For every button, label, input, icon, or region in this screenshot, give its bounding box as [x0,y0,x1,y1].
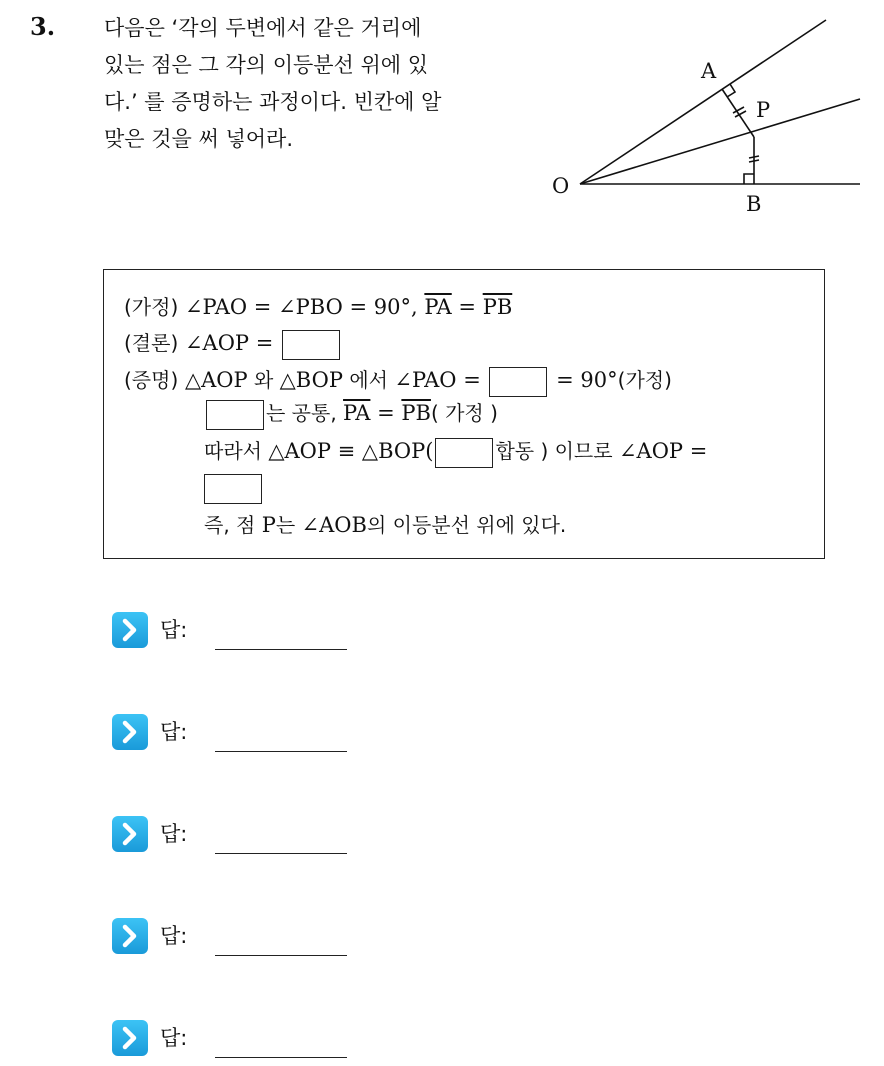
proof-text: 따라서 [204,439,269,463]
ray-oa [580,20,826,184]
question-line: 있는 점은 그 각의 이등분선 위에 있 [104,53,429,77]
congruence: △AOP ≡ △BOP( [268,439,434,463]
tick-mark [749,156,759,158]
ray-op [580,99,860,184]
chevron-right-icon [112,816,148,852]
conclusion-tag: (결론) [124,331,179,355]
answer-label: 답: [160,924,188,948]
proof-conclusion [124,328,342,360]
angle-bisector-figure [540,10,870,220]
angle-aob: ∠AOB [301,513,367,537]
assumption-ref: (가정) [617,368,672,392]
point-label-a: A [701,59,717,83]
proof-step-3 [204,436,707,468]
congruence-word: 합동 [495,439,535,463]
segment-pb-label: $\overline{PB}$ [482,295,513,319]
equals: = [370,401,402,425]
conclusion-text: ∠AOP = [184,331,280,355]
proof-step-5 [204,510,566,540]
question-line: 다.’ 를 증명하는 과정이다. 빈칸에 알 [104,90,442,114]
proof-tag: (증명) [124,368,179,392]
proof-text: 와 [247,368,280,392]
answer-label: 답: [160,1026,188,1050]
answer-label: 답: [160,822,188,846]
proof-text: 에서 [342,368,395,392]
question-line: 맞은 것을 써 넣어라. [104,127,293,151]
chevron-right-icon [112,714,148,750]
point-p: P [261,513,276,537]
angle-pao: ∠PAO = [394,368,488,392]
answer-input-line[interactable] [215,751,347,752]
blank-box[interactable] [282,330,340,360]
chevron-right-icon [112,1020,148,1056]
chevron-right-icon [112,612,148,648]
blank-box[interactable] [206,400,264,430]
proof-step-4 [204,472,264,504]
proof-text: ) 이므로 [534,439,619,463]
equals: = [451,295,483,319]
answer-input-line[interactable] [215,649,347,650]
angle-aop: ∠AOP = [618,439,708,463]
answer-label: 답: [160,618,188,642]
segment-pa-label: $\overline{PA}$ [424,295,452,319]
proof-step-2 [204,398,498,430]
tick-mark [749,160,759,162]
proof-text: 의 이등분선 위에 있다. [366,513,567,537]
point-label-b: B [746,192,762,216]
proof-step-1 [124,365,672,397]
proof-text: 는 공통, [266,401,344,425]
point-label-p: P [756,98,771,122]
blank-box[interactable] [204,474,262,504]
question-line: 다음은 ‘각의 두변에서 같은 거리에 [104,16,422,40]
question-text [104,10,534,158]
blank-box[interactable] [435,438,493,468]
question-number: 3. [30,12,56,41]
point-label-o: O [552,174,570,198]
assumption-ref: ( 가정 ) [430,401,498,425]
equals-90: = 90° [549,368,618,392]
triangle-bop: △BOP [279,368,343,392]
answer-input-line[interactable] [215,1057,347,1058]
answer-input-line[interactable] [215,853,347,854]
answer-label: 답: [160,720,188,744]
answer-input-line[interactable] [215,955,347,956]
right-angle-mark-b [744,174,754,184]
assumption-text: ∠PAO = ∠PBO = 90°, [184,295,425,319]
proof-text: 즉, 점 [204,513,262,537]
proof-text: 는 [275,513,302,537]
segment-pa-label: $\overline{PA}$ [343,401,371,425]
segment-pb-label: $\overline{PB}$ [401,401,431,425]
triangle-aop: △AOP [184,368,248,392]
assumption-tag: (가정) [124,295,179,319]
chevron-right-icon [112,918,148,954]
blank-box[interactable] [489,367,547,397]
proof-box [103,269,825,559]
proof-assumption [124,292,512,322]
